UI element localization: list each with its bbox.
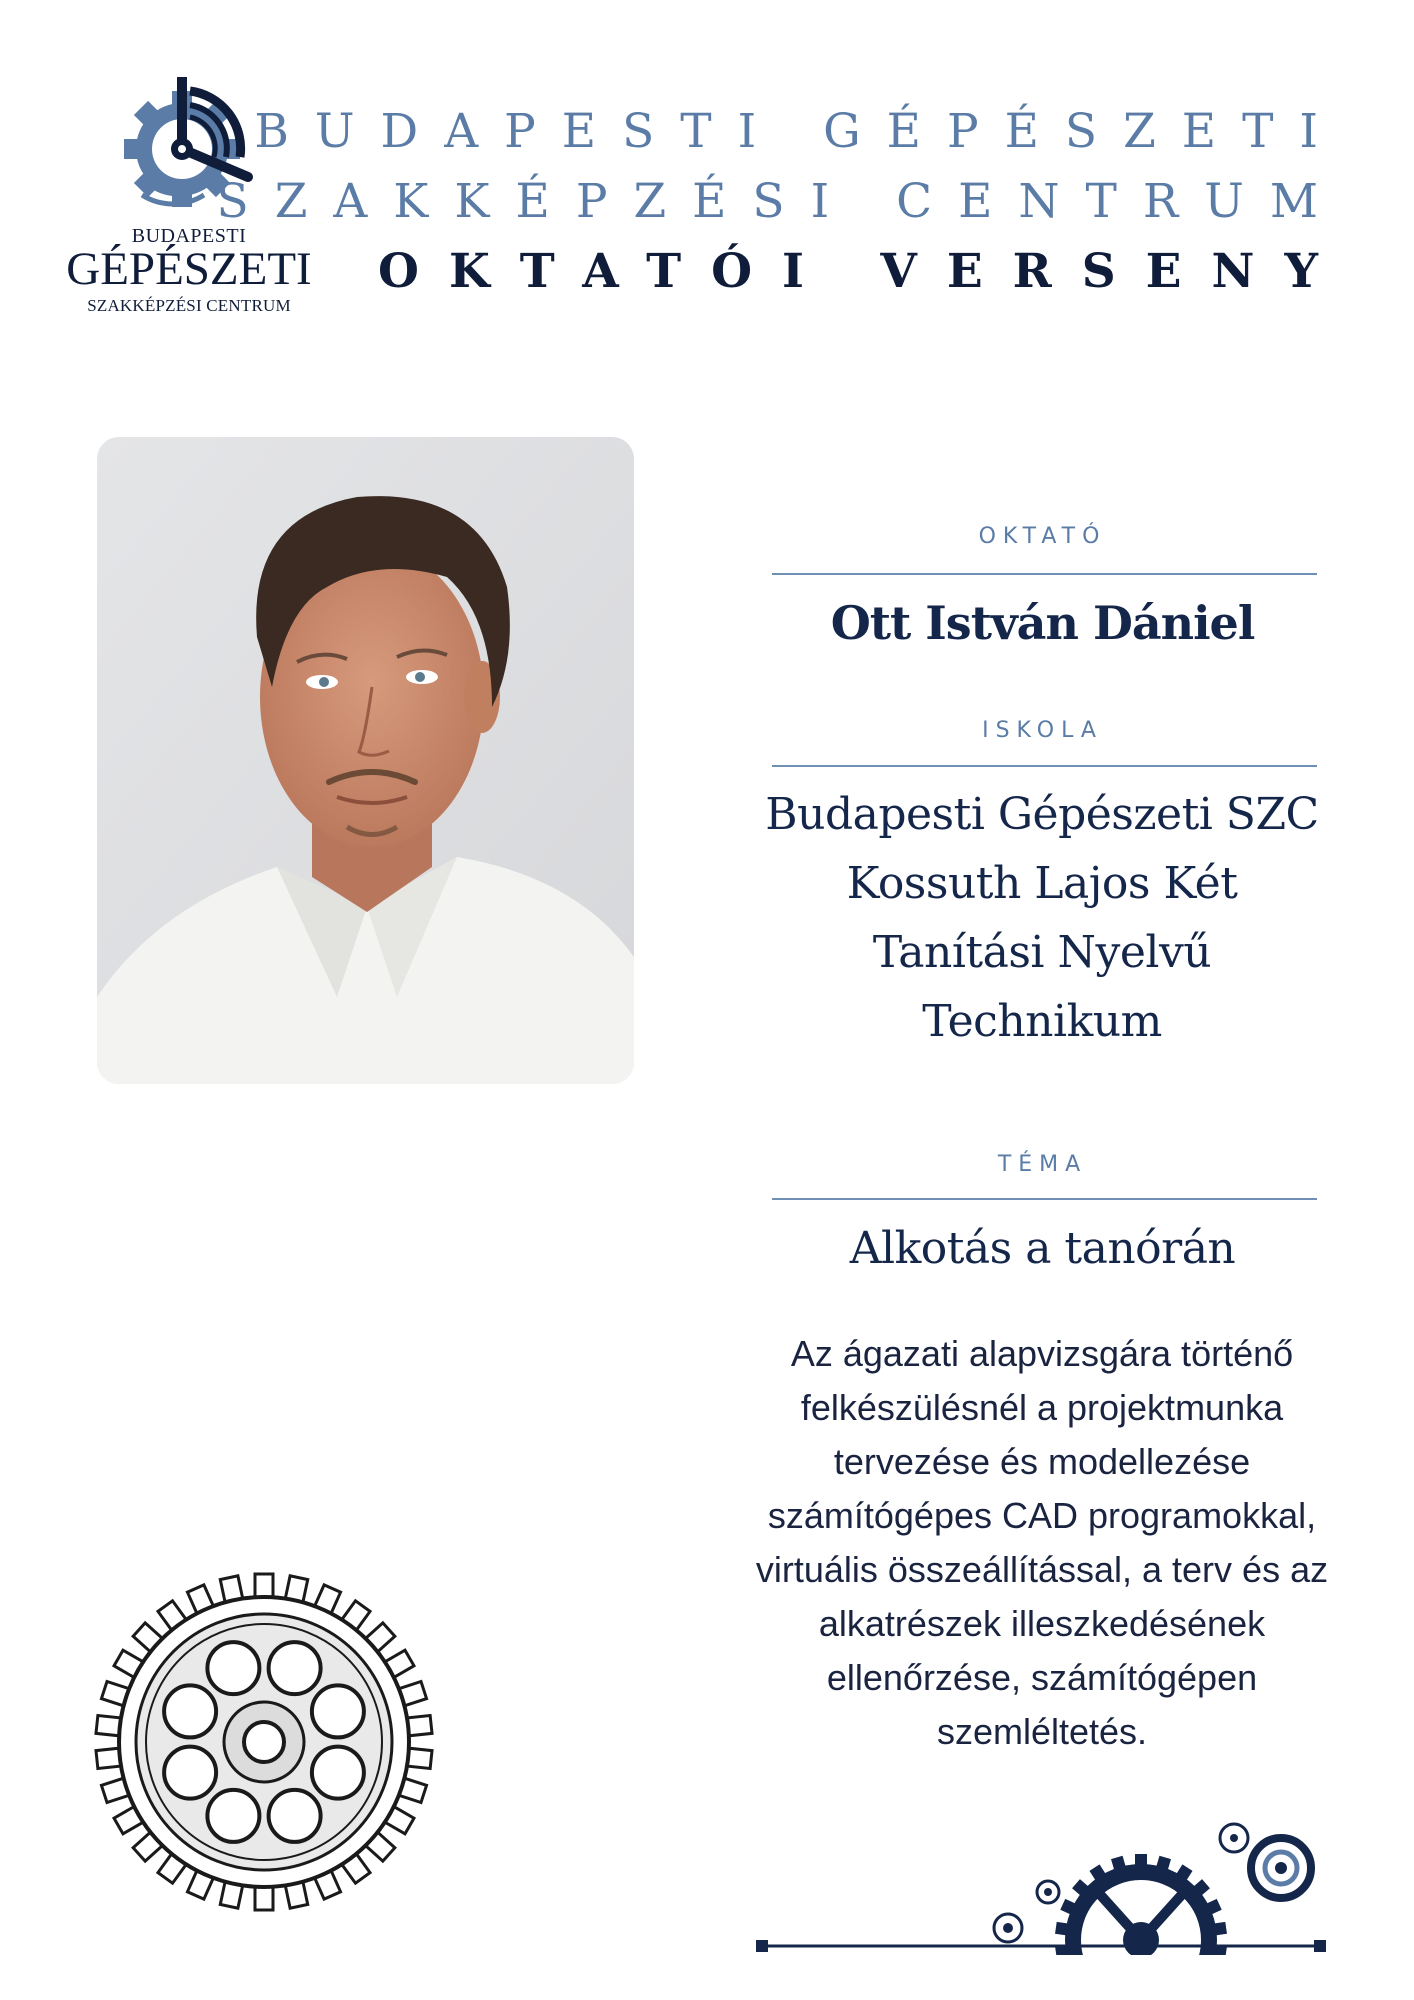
description-line: szemléltetés. [936,1711,1148,1752]
teacher-name: Ott István Dániel [830,596,1255,650]
divider [772,1198,1317,1200]
school-name-line: Kossuth Lajos Két [846,858,1238,909]
description-line: alkatrészek illeszkedésének [818,1603,1266,1644]
logo-text-budapesti: BUDAPESTI [131,225,247,247]
header-title-line-2: SZAKKÉPZÉSI CENTRUM [216,174,1344,229]
portrait-person-icon [97,437,634,1084]
school-name-line: Budapesti Gépészeti SZC [765,789,1319,840]
divider [772,573,1317,575]
sketch-gear-icon [92,1570,436,1914]
description-line: felkészülésnél a projektmunka [800,1387,1284,1428]
topic-title: Alkotás a tanórán [849,1223,1236,1274]
header-title-line-3: OKTATÓI VERSENY [378,244,1348,299]
school-label: ISKOLA [982,718,1103,743]
teacher-label: OKTATÓ [978,524,1107,549]
description-line: számítógépes CAD programokkal, [767,1495,1317,1536]
logo-text-gepeszeti: GÉPÉSZETI [66,243,312,295]
gears-decoration-icon [756,1820,1326,1955]
description-line: tervezése és modellezése [833,1441,1251,1482]
header-title-line-1: BUDAPESTI GÉPÉSZETI [254,104,1344,159]
school-name-line: Technikum [922,996,1162,1047]
description-line: virtuális összeállítással, a terv és az [755,1549,1329,1590]
description-line: ellenőrzése, számítógépen [826,1657,1258,1698]
teacher-portrait-photo [97,437,634,1084]
description-line: Az ágazati alapvizsgára történő [790,1333,1294,1374]
logo-text-centrum: SZAKKÉPZÉSI CENTRUM [87,296,291,315]
school-name [742,780,1342,1056]
school-name-line: Tanítási Nyelvű [872,927,1212,978]
divider [772,765,1317,767]
topic-label: TÉMA [997,1152,1088,1177]
topic-description [712,1327,1372,1759]
